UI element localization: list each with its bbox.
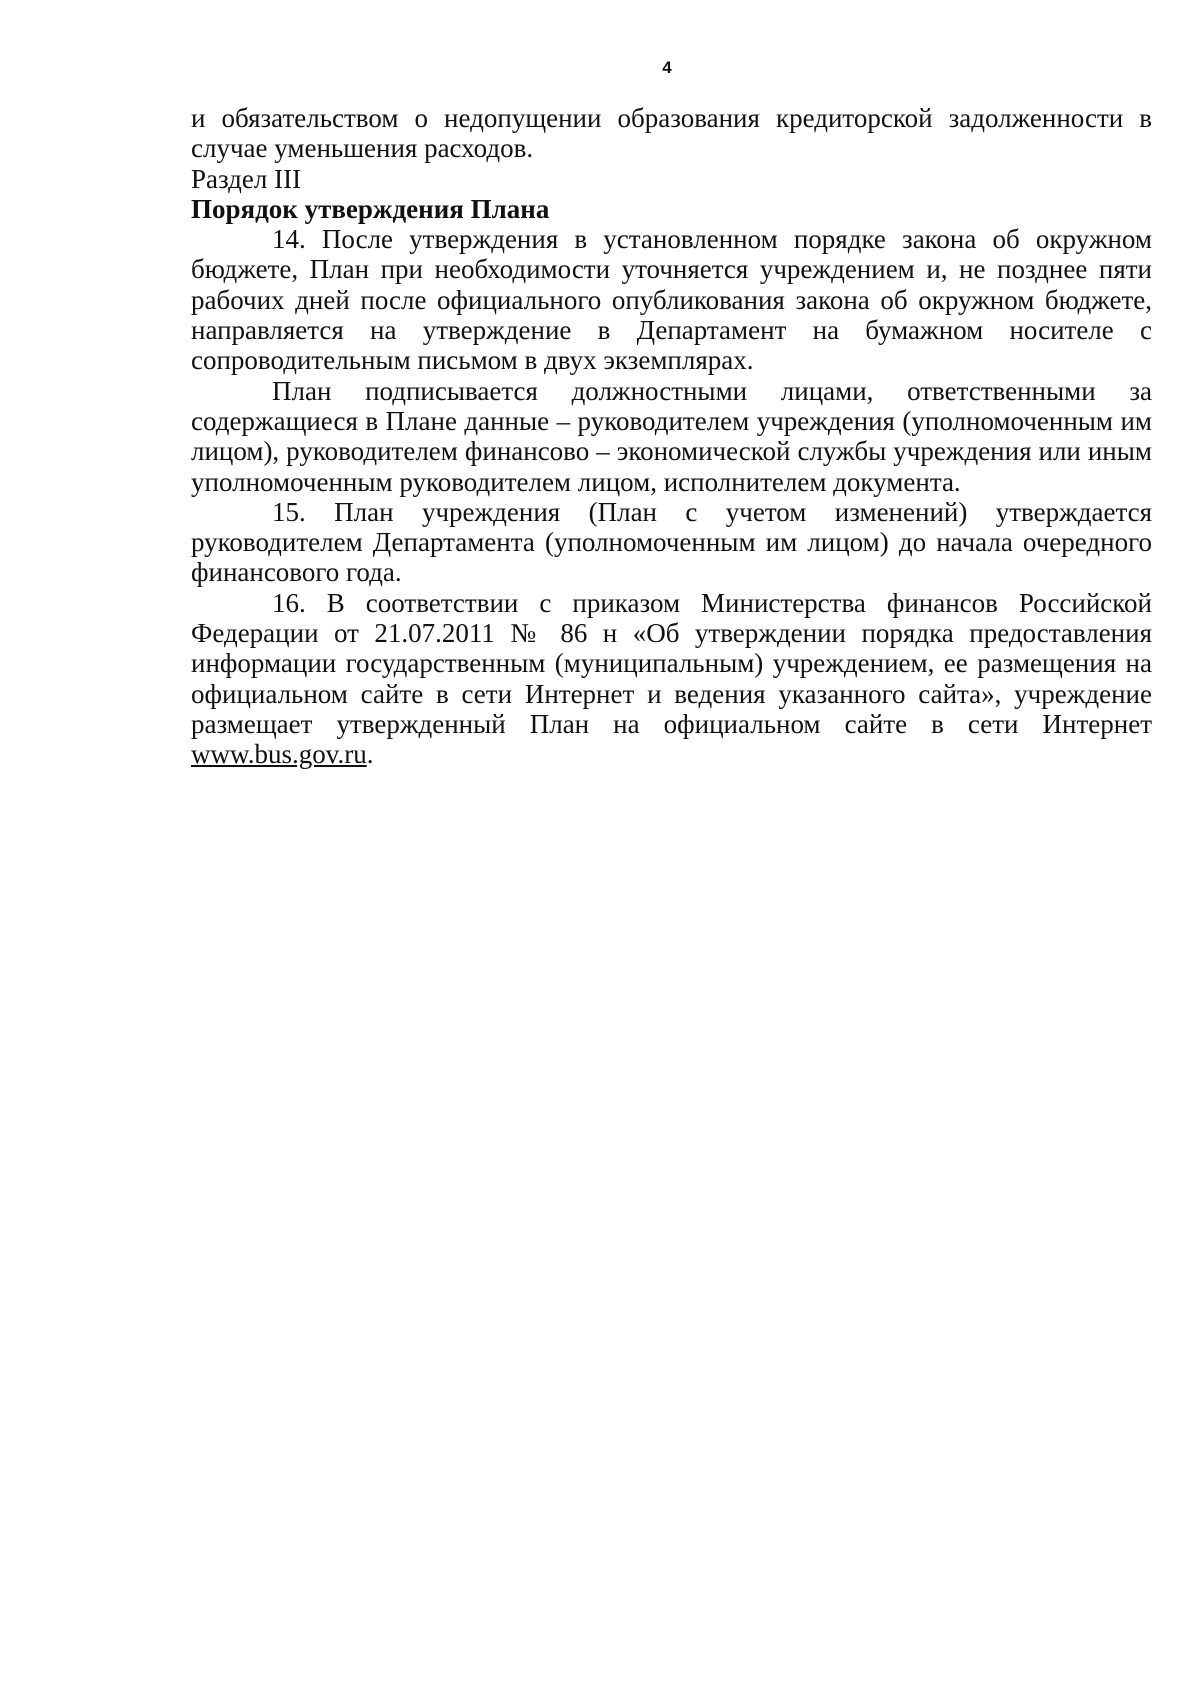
paragraph-16-text: 16. В соответствии с приказом Министерства финансов Российской Федерации от 21.07.2011 № 86 н «Об утверждении порядка предоставления информации государственным (муниципальным) учреждением, ее размещения на официальном сайте в сети Интернет и ведения указанного сайта», учреждение размещает утвержденный План на официальном сайте в сети Интернет	[191, 587, 1152, 739]
paragraph-15: 15. План учреждения (План с учетом изменений) утверждается руководителем Департамента (уполномоченным им лицом) до начала очередного финансового года.	[191, 496, 1152, 588]
section-label: Раздел III	[191, 163, 302, 194]
paragraph-14-signing: План подписывается должностными лицами, ответственными за содержащиеся в Плане данные – руководителем учреждения (уполномоченным им лицом), руководителем финансово – экономической службы учреждения или иным уполномоченным руководителем лицом, исполнителем документа.	[191, 375, 1152, 497]
document-body	[191, 103, 1152, 770]
paragraph-14: 14. После утверждения в установленном порядке закона об окружном бюджете, План при необходимости уточняется учреждением и, не позднее пяти рабочих дней после официального опубликования закона об окружном бюджете, направляется на утверждение в Департамент на бумажном носителе с сопроводительным письмом в двух экземплярах.	[191, 224, 1152, 376]
continuation-paragraph: и обязательством о недопущении образования кредиторской задолженности в случае уменьшения расходов.	[191, 103, 1152, 164]
paragraph-16	[191, 588, 1152, 770]
bus-gov-link[interactable]: www.bus.gov.ru	[191, 739, 367, 770]
paragraph-16-end: .	[366, 739, 374, 770]
section-title: Порядок утверждения Плана	[191, 193, 550, 224]
page-number: 4	[662, 58, 672, 77]
